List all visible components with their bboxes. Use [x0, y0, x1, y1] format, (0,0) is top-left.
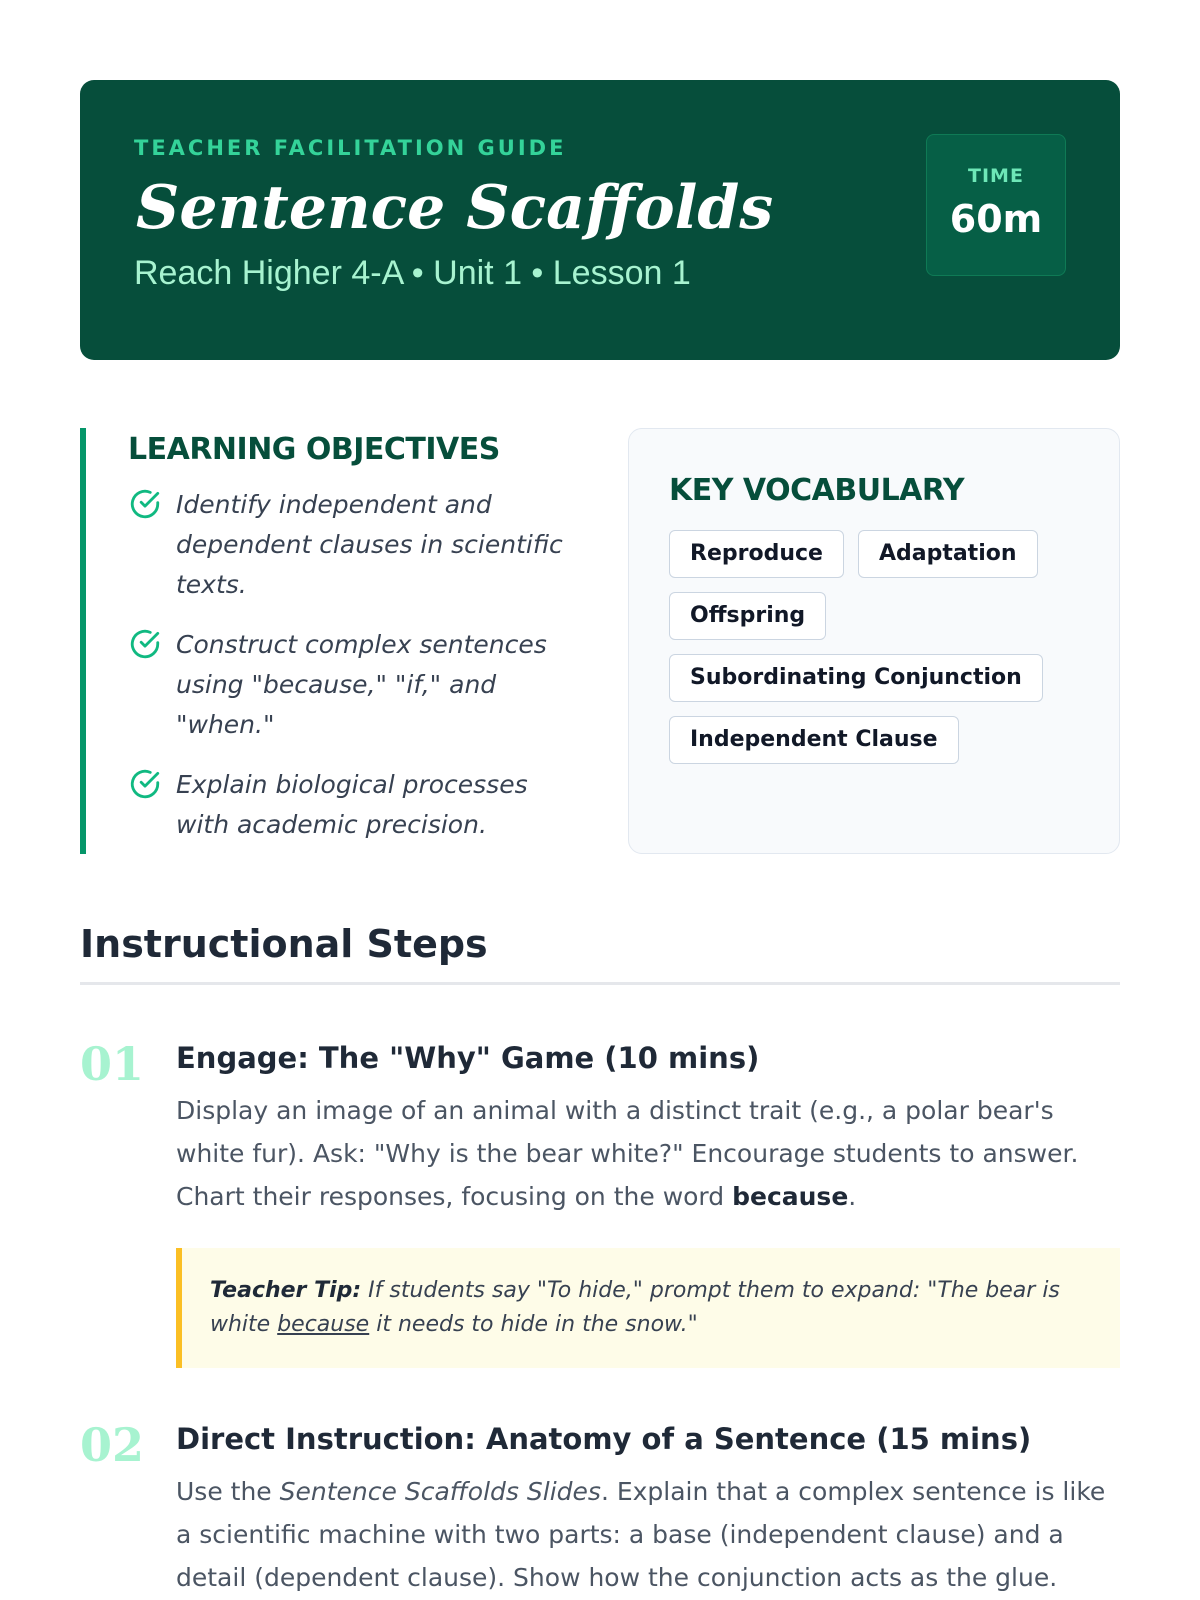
steps-heading: Instructional Steps	[80, 922, 1120, 985]
key-vocabulary	[628, 428, 1120, 854]
check-circle-icon	[128, 487, 162, 521]
objective-text: Explain biological processes with academic precision.	[176, 770, 528, 839]
tip-text: If students say "To hide," prompt them to expand: "The bear is white	[210, 1278, 1060, 1337]
objective-text: Construct complex sentences using "because," "if," and "when."	[176, 630, 547, 739]
time-badge	[926, 134, 1066, 276]
objectives-heading: LEARNING OBJECTIVES	[128, 432, 500, 467]
vocab-chip: Adaptation	[858, 530, 1038, 578]
objective-text: Identify independent and dependent clauses in scientific texts.	[176, 490, 563, 599]
step-title: Engage: The "Why" Game (10 mins)	[176, 1041, 760, 1075]
step-text-end: .	[848, 1182, 857, 1211]
step-resource-name: Sentence Scaffolds Slides	[279, 1477, 601, 1506]
objectives-list	[128, 485, 580, 845]
vocab-chip: Offspring	[669, 592, 826, 640]
vocabulary-heading: KEY VOCABULARY	[669, 473, 965, 508]
objective-item	[128, 765, 580, 845]
objective-item	[128, 485, 580, 605]
lesson-subtitle: Reach Higher 4-A • Unit 1 • Lesson 1	[134, 254, 691, 292]
step-item	[80, 1037, 1120, 1368]
vocab-chip: Independent Clause	[669, 716, 959, 764]
check-circle-icon	[128, 627, 162, 661]
step-text-end: . Explain that a complex sentence is like a scientific machine with two parts: a base (independent clause) and a detail (dependent clause). Show how the conjunction acts as the glue.	[176, 1477, 1106, 1592]
teacher-tip	[176, 1248, 1120, 1368]
objective-item	[128, 625, 580, 745]
check-circle-icon	[128, 767, 162, 801]
vocabulary-chips	[669, 530, 1049, 764]
time-label: TIME	[968, 165, 1024, 187]
vocab-chip: Reproduce	[669, 530, 844, 578]
tip-text-end: it needs to hide in the snow."	[369, 1312, 698, 1337]
lesson-title: Sentence Scaffolds	[136, 173, 774, 243]
step-description	[176, 1089, 1120, 1218]
vocab-chip: Subordinating Conjunction	[669, 654, 1043, 702]
tip-label: Teacher Tip:	[210, 1278, 362, 1303]
learning-objectives	[80, 428, 580, 854]
time-value: 60m	[949, 197, 1043, 241]
tip-underline: because	[277, 1312, 370, 1337]
step-emphasis: because	[732, 1182, 849, 1211]
guide-type-label: TEACHER FACILITATION GUIDE	[134, 136, 567, 160]
step-item	[80, 1418, 1120, 1599]
step-number: 01	[80, 1037, 145, 1091]
overview-section	[80, 428, 1120, 854]
lesson-guide	[80, 80, 1120, 1599]
step-description	[176, 1470, 1120, 1599]
step-text: Display an image of an animal with a distinct trait (e.g., a polar bear's white fur). Ask: "Why is the bear white?" Encourage students to answer. Chart their responses, focusing on the word	[176, 1096, 1079, 1211]
lesson-header	[80, 80, 1120, 360]
step-title: Direct Instruction: Anatomy of a Sentence (15 mins)	[176, 1422, 1032, 1456]
step-number: 02	[80, 1418, 145, 1472]
step-text: Use the	[176, 1477, 280, 1506]
